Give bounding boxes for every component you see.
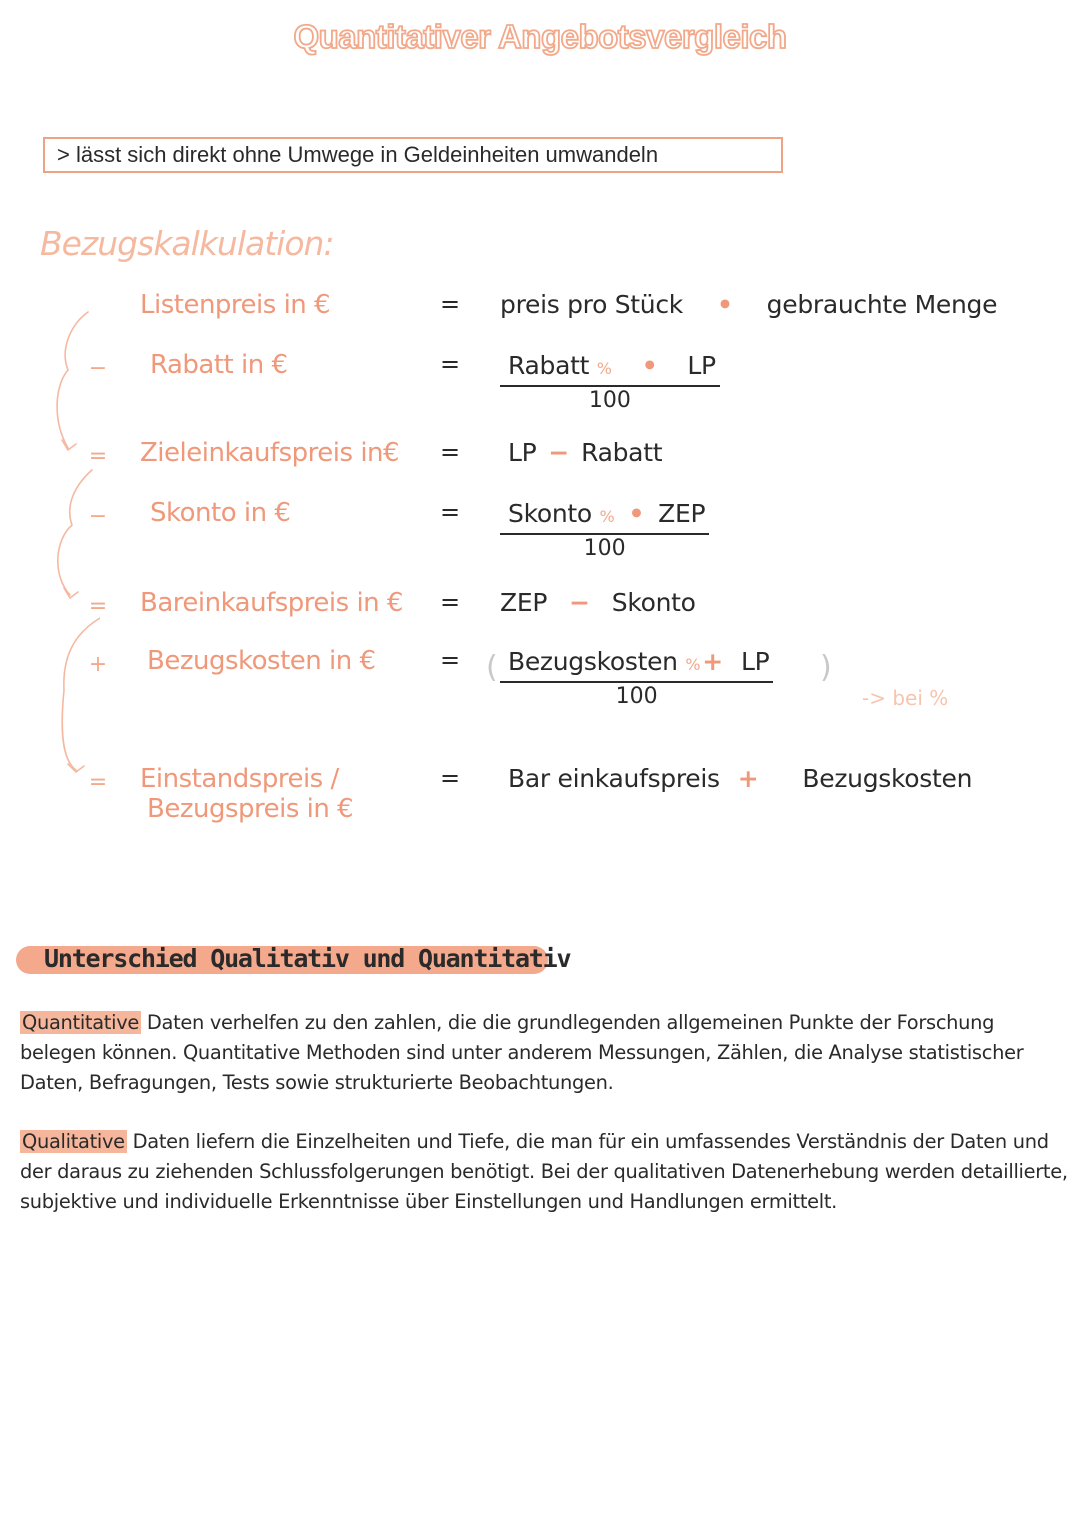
calc-row-skonto bbox=[0, 498, 1080, 561]
percent-sign: % bbox=[685, 655, 701, 674]
formula-term: LP bbox=[687, 351, 716, 380]
calc-row-bareinkaufspreis bbox=[0, 588, 1080, 628]
percent-sign: % bbox=[596, 359, 612, 378]
plus-sign: + bbox=[737, 764, 759, 793]
section-heading-bezugskalkulation: Bezugskalkulation: bbox=[40, 224, 334, 263]
row-operator: − bbox=[88, 356, 108, 381]
page-title: Quantitativer Angebotsvergleich bbox=[293, 18, 787, 55]
close-parenthesis: ) bbox=[820, 650, 832, 685]
calc-row-einstandspreis bbox=[0, 764, 1080, 834]
row-equals: = bbox=[440, 646, 461, 674]
highlighted-term: Qualitative bbox=[22, 1130, 125, 1153]
fraction-denominator: 100 bbox=[615, 684, 658, 709]
row-formula bbox=[500, 290, 997, 319]
row-equals: = bbox=[440, 588, 461, 616]
section-heading-text: Unterschied Qualitativ und Quantitativ bbox=[44, 944, 571, 973]
multiply-dot: • bbox=[716, 290, 733, 319]
row-label-second-line: Bezugspreis in € bbox=[147, 794, 354, 824]
side-note-percent: -> bei % bbox=[862, 686, 949, 710]
definition-box: > lässt sich direkt ohne Umwege in Geldeinheiten umwandeln bbox=[43, 137, 783, 173]
row-label: Rabatt in € bbox=[150, 350, 288, 380]
calc-row-rabatt bbox=[0, 350, 1080, 413]
row-operator: = bbox=[88, 444, 108, 469]
formula-term: Rabatt bbox=[581, 438, 663, 467]
calc-row-zieleinkaufspreis bbox=[0, 438, 1080, 478]
row-label: Listenpreis in € bbox=[140, 290, 331, 320]
formula-term: Bezugskosten bbox=[802, 764, 973, 793]
row-equals: = bbox=[440, 290, 461, 318]
calc-row-listenpreis bbox=[0, 290, 1080, 330]
formula-term: Rabatt bbox=[508, 351, 597, 380]
row-equals: = bbox=[440, 498, 461, 526]
minus-sign: − bbox=[569, 588, 590, 617]
row-label: Bareinkaufspreis in € bbox=[140, 588, 403, 618]
row-fraction bbox=[500, 498, 709, 563]
fraction-numerator bbox=[500, 498, 709, 535]
fraction-denominator: 100 bbox=[583, 536, 626, 561]
fraction-denominator: 100 bbox=[588, 388, 631, 413]
row-label: Zieleinkaufspreis in€ bbox=[140, 438, 400, 468]
row-fraction bbox=[500, 646, 773, 711]
fraction-numerator bbox=[500, 350, 720, 387]
formula-term: preis pro Stück bbox=[500, 290, 683, 319]
row-formula bbox=[500, 588, 696, 617]
row-label: Bezugskosten in € bbox=[147, 646, 376, 676]
row-formula bbox=[508, 764, 972, 793]
fraction-numerator bbox=[500, 646, 773, 683]
paragraph-text: Daten verhelfen zu den zahlen, die die grundlegenden allgemeinen Punkte der Forschung belegen können. Quantitative Methoden sind unter anderem Messungen, Zählen, die Analyse statistischer Daten, Befragungen, Tests sowie strukturierte Beobachtungen. bbox=[20, 1011, 1024, 1094]
formula-term: Skonto bbox=[611, 588, 696, 617]
percent-sign: % bbox=[599, 507, 615, 526]
formula-term: LP bbox=[508, 438, 537, 467]
row-operator: + bbox=[88, 652, 108, 677]
highlighted-term: Quantitative bbox=[22, 1011, 139, 1034]
plus-sign: + bbox=[702, 647, 723, 676]
row-formula bbox=[508, 438, 662, 467]
formula-term: ZEP bbox=[500, 588, 548, 617]
formula-term: Bezugskosten bbox=[508, 647, 686, 676]
formula-term: Bar einkaufspreis bbox=[508, 764, 720, 793]
row-operator: = bbox=[88, 770, 108, 795]
open-parenthesis: ( bbox=[486, 650, 498, 685]
formula-term: ZEP bbox=[658, 499, 706, 528]
row-equals: = bbox=[440, 350, 461, 378]
section-heading-qualitativ-quantitativ bbox=[16, 944, 571, 974]
multiply-dot: • bbox=[628, 499, 645, 528]
paragraph-qualitative bbox=[20, 1127, 1075, 1217]
row-operator: = bbox=[88, 594, 108, 619]
multiply-dot: • bbox=[641, 351, 658, 380]
row-fraction bbox=[500, 350, 720, 415]
minus-sign: − bbox=[548, 438, 570, 467]
row-equals: = bbox=[440, 764, 461, 792]
row-equals: = bbox=[440, 438, 461, 466]
formula-term: Skonto bbox=[508, 499, 600, 528]
row-label: Einstandspreis / bbox=[140, 764, 339, 794]
row-operator: − bbox=[88, 504, 108, 529]
formula-term: gebrauchte Menge bbox=[766, 290, 998, 319]
formula-term: LP bbox=[740, 647, 770, 676]
paragraph-quantitative bbox=[20, 1008, 1075, 1098]
paragraph-text: Daten liefern die Einzelheiten und Tiefe, die man für ein umfassendes Verständnis der Daten und der daraus zu ziehenden Schlussfolgerungen benötigt. Bei der qualitativen Datenerhebung werden detaillierte, subjektive und individuelle Erkenntnisse über Einstellungen und Handlungen ermittelt. bbox=[20, 1130, 1068, 1213]
row-label: Skonto in € bbox=[150, 498, 291, 528]
